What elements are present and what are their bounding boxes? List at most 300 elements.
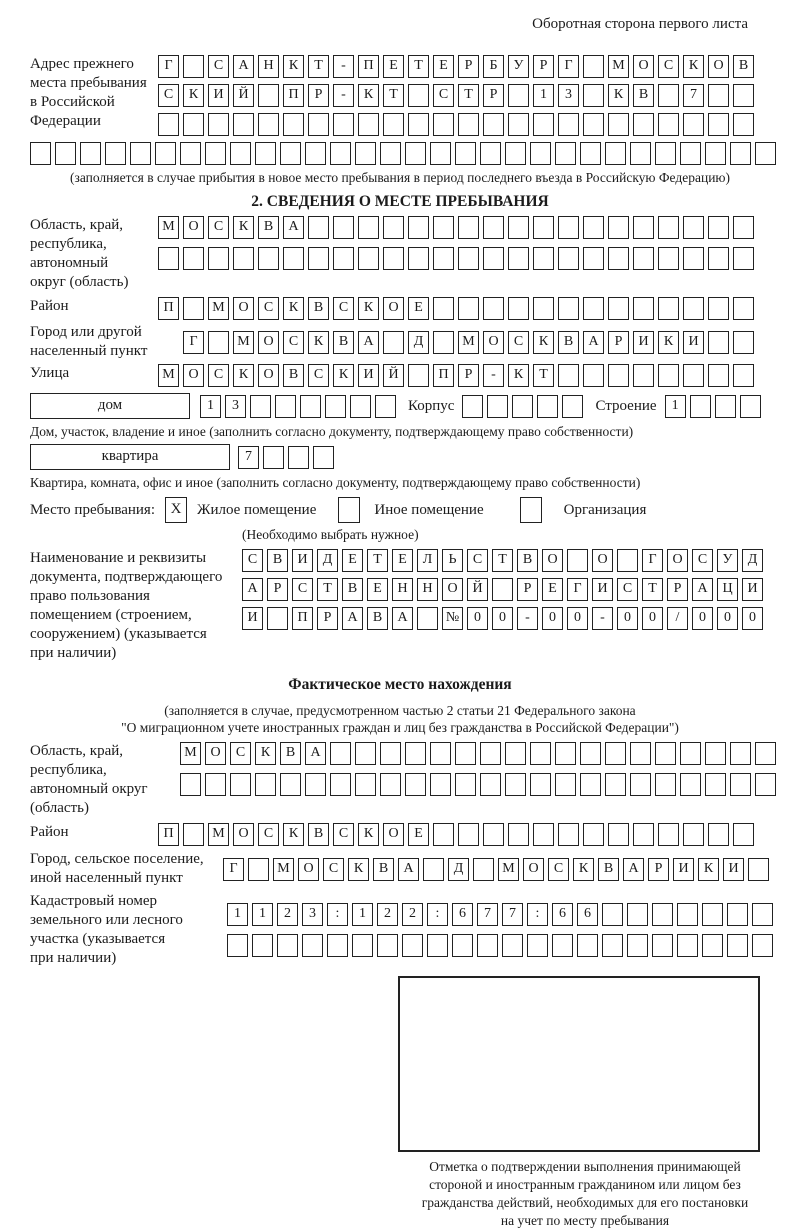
actual-location-note-2: "О миграционном учете иностранных граждан и лиц без гражданства в Российской Федерации") (121, 720, 679, 735)
char-box (155, 142, 176, 165)
label-line: автономный (30, 255, 109, 271)
char-box (733, 364, 754, 387)
char-box (408, 364, 429, 387)
char-box: Ь (442, 549, 463, 572)
label-line: Город или другой (30, 324, 142, 340)
char-box (577, 934, 598, 957)
char-box (300, 395, 321, 418)
char-box (727, 934, 748, 957)
char-box: М (458, 331, 479, 354)
char-box (708, 331, 729, 354)
char-box: № (442, 607, 463, 630)
char-box: С (467, 549, 488, 572)
char-box: 0 (492, 607, 513, 630)
char-box: О (523, 858, 544, 881)
char-box: О (205, 742, 226, 765)
actual-district-label: Район (30, 824, 69, 840)
option-label-inoe: Иное помещение (374, 501, 484, 518)
char-box (652, 934, 673, 957)
label-line: участка (указывается (30, 931, 166, 947)
char-box: 2 (402, 903, 423, 926)
char-box (473, 858, 494, 881)
char-box (330, 773, 351, 796)
char-box: Р (533, 55, 554, 78)
char-box (183, 55, 204, 78)
stamp-note-line: на учет по месту пребывания (500, 1213, 670, 1228)
char-box: С (508, 331, 529, 354)
char-box: У (717, 549, 738, 572)
char-box: Р (517, 578, 538, 601)
char-box (483, 216, 504, 239)
char-box (680, 742, 701, 765)
char-box (205, 142, 226, 165)
char-row (242, 607, 767, 630)
char-box: Е (342, 549, 363, 572)
char-box: В (280, 742, 301, 765)
char-box (358, 113, 379, 136)
char-box: С (333, 823, 354, 846)
house-type-box: дом (30, 393, 190, 419)
actual-city-label (30, 850, 223, 888)
page-side-note: Оборотная сторона первого листа (532, 16, 748, 32)
char-box (533, 216, 554, 239)
char-box: С (323, 858, 344, 881)
char-box: О (233, 823, 254, 846)
char-box (130, 142, 151, 165)
char-box: О (383, 297, 404, 320)
char-box: А (398, 858, 419, 881)
char-box (258, 113, 279, 136)
char-box (105, 142, 126, 165)
char-box (683, 297, 704, 320)
char-box (230, 142, 251, 165)
char-box (583, 84, 604, 107)
char-box: 1 (200, 395, 221, 418)
char-box: М (608, 55, 629, 78)
char-box: П (358, 55, 379, 78)
char-box (433, 113, 454, 136)
char-box (505, 773, 526, 796)
char-box (208, 331, 229, 354)
char-box (483, 823, 504, 846)
char-row (180, 742, 780, 765)
char-row (158, 364, 758, 387)
char-box: Й (233, 84, 254, 107)
char-box: И (292, 549, 313, 572)
char-box: 3 (302, 903, 323, 926)
region-label (30, 216, 158, 292)
char-box: Р (267, 578, 288, 601)
char-box (433, 297, 454, 320)
char-box (383, 247, 404, 270)
char-box (702, 934, 723, 957)
char-box: С (548, 858, 569, 881)
char-box (705, 742, 726, 765)
char-box (458, 297, 479, 320)
char-box: Е (383, 55, 404, 78)
char-box: О (258, 364, 279, 387)
char-box: С (283, 331, 304, 354)
char-box: А (623, 858, 644, 881)
char-box (658, 364, 679, 387)
char-box: О (258, 331, 279, 354)
char-box (280, 773, 301, 796)
char-box: О (592, 549, 613, 572)
document-boxes (242, 549, 767, 630)
char-box (305, 142, 326, 165)
char-box: Р (458, 55, 479, 78)
char-box: К (358, 297, 379, 320)
char-box (483, 247, 504, 270)
char-box: М (233, 331, 254, 354)
char-box: И (208, 84, 229, 107)
char-box: М (158, 364, 179, 387)
char-box: С (308, 364, 329, 387)
char-box: 0 (692, 607, 713, 630)
char-box: К (533, 331, 554, 354)
char-box (533, 247, 554, 270)
char-box (408, 247, 429, 270)
char-row (158, 113, 758, 136)
char-box (458, 216, 479, 239)
char-row (665, 395, 765, 418)
char-box: И (633, 331, 654, 354)
char-box: 1 (227, 903, 248, 926)
char-box (580, 742, 601, 765)
char-box: - (333, 55, 354, 78)
prev-address-overflow-row (30, 142, 770, 165)
char-box (537, 395, 558, 418)
char-box (505, 142, 526, 165)
char-box: В (558, 331, 579, 354)
char-box (530, 773, 551, 796)
char-row (242, 578, 767, 601)
char-box: В (283, 364, 304, 387)
char-box: В (342, 578, 363, 601)
char-box: О (542, 549, 563, 572)
char-box (748, 858, 769, 881)
actual-district-field (30, 823, 770, 846)
char-box (708, 364, 729, 387)
char-box (705, 142, 726, 165)
char-box (458, 113, 479, 136)
char-box: Й (467, 578, 488, 601)
label-line: Наименование и реквизиты (30, 550, 207, 566)
char-box: О (708, 55, 729, 78)
char-box: О (298, 858, 319, 881)
char-box: А (583, 331, 604, 354)
section2-title: 2. СВЕДЕНИЯ О МЕСТЕ ПРЕБЫВАНИЯ (251, 193, 549, 210)
char-box: 1 (533, 84, 554, 107)
char-box: 0 (567, 607, 588, 630)
char-box: М (180, 742, 201, 765)
label-line: при наличии) (30, 950, 117, 966)
char-box: 3 (558, 84, 579, 107)
char-box: П (433, 364, 454, 387)
char-box (308, 216, 329, 239)
char-box (508, 247, 529, 270)
char-box (533, 113, 554, 136)
char-box (630, 742, 651, 765)
char-box (492, 578, 513, 601)
label-line: автономный округ (30, 781, 148, 797)
label-line: при наличии) (30, 645, 117, 661)
char-box: О (183, 364, 204, 387)
char-box (680, 773, 701, 796)
char-box: Г (223, 858, 244, 881)
char-box (455, 142, 476, 165)
label-line: Область, край, (30, 217, 124, 233)
char-box: А (692, 578, 713, 601)
char-box (733, 216, 754, 239)
region-boxes (158, 216, 758, 270)
char-box: П (158, 297, 179, 320)
char-box: О (633, 55, 654, 78)
char-box (633, 216, 654, 239)
char-box: К (308, 331, 329, 354)
char-box (280, 142, 301, 165)
char-box: С (242, 549, 263, 572)
char-box (583, 297, 604, 320)
char-box (308, 247, 329, 270)
char-box (583, 364, 604, 387)
char-box (380, 742, 401, 765)
registration-stamp-area (398, 976, 760, 1152)
char-box: / (667, 607, 688, 630)
char-box (630, 773, 651, 796)
char-box (552, 934, 573, 957)
char-box: : (427, 903, 448, 926)
char-box: И (242, 607, 263, 630)
char-box (333, 247, 354, 270)
char-box: : (327, 903, 348, 926)
char-box (605, 142, 626, 165)
char-box: В (333, 331, 354, 354)
char-box (358, 216, 379, 239)
char-box (705, 773, 726, 796)
char-box (313, 446, 334, 469)
label-line: Кадастровый номер (30, 893, 157, 909)
char-box (250, 395, 271, 418)
stamp-note-line: Отметка о подтверждении выполнения принимающей (429, 1159, 741, 1174)
char-box: О (442, 578, 463, 601)
char-box (505, 742, 526, 765)
char-box: Т (492, 549, 513, 572)
char-box (690, 395, 711, 418)
char-box (733, 84, 754, 107)
char-box (555, 142, 576, 165)
char-box: К (283, 297, 304, 320)
char-box (455, 742, 476, 765)
char-box (330, 142, 351, 165)
char-box (755, 142, 776, 165)
char-box: С (292, 578, 313, 601)
checkbox-organizacia (520, 497, 542, 523)
char-box: Е (392, 549, 413, 572)
prev-address-label (30, 55, 158, 131)
char-box: 6 (452, 903, 473, 926)
char-box: 3 (225, 395, 246, 418)
char-box (583, 216, 604, 239)
region-field (30, 216, 770, 292)
char-box (333, 113, 354, 136)
char-box: Б (483, 55, 504, 78)
label-line: помещением (строением, (30, 607, 192, 623)
house-note: Дом, участок, владение и иное (заполнить согласно документу, подтверждающему право собственности) (30, 424, 634, 439)
char-box: П (158, 823, 179, 846)
char-box: С (617, 578, 638, 601)
char-row (158, 297, 758, 320)
char-box (677, 934, 698, 957)
char-box: 2 (377, 903, 398, 926)
char-box (258, 247, 279, 270)
char-box (180, 142, 201, 165)
char-box: М (498, 858, 519, 881)
char-box (708, 247, 729, 270)
char-box (683, 364, 704, 387)
char-box (330, 742, 351, 765)
char-box (308, 113, 329, 136)
char-box: К (608, 84, 629, 107)
char-box (527, 934, 548, 957)
char-box: Р (608, 331, 629, 354)
char-box (305, 773, 326, 796)
char-box: - (592, 607, 613, 630)
char-box (405, 773, 426, 796)
char-box: В (308, 823, 329, 846)
char-box: Е (433, 55, 454, 78)
char-box (680, 142, 701, 165)
char-box (733, 823, 754, 846)
char-box (208, 113, 229, 136)
char-box (183, 247, 204, 270)
apartment-row (30, 444, 770, 470)
char-box (430, 773, 451, 796)
char-box (452, 934, 473, 957)
label-line: право пользования (30, 588, 150, 604)
char-box (408, 216, 429, 239)
char-box (658, 84, 679, 107)
char-box: Д (408, 331, 429, 354)
char-box: В (598, 858, 619, 881)
char-box (427, 934, 448, 957)
char-box (558, 823, 579, 846)
char-box: 0 (467, 607, 488, 630)
char-box (333, 216, 354, 239)
char-box (633, 113, 654, 136)
char-box (558, 113, 579, 136)
district-label: Район (30, 298, 69, 314)
char-box (755, 742, 776, 765)
char-box: И (673, 858, 694, 881)
char-box (702, 903, 723, 926)
char-box: С (333, 297, 354, 320)
char-box (658, 113, 679, 136)
char-box (352, 934, 373, 957)
char-box: С (658, 55, 679, 78)
prev-address-field (30, 55, 770, 136)
char-box (383, 216, 404, 239)
char-box (433, 216, 454, 239)
char-box: Т (642, 578, 663, 601)
char-box (508, 113, 529, 136)
char-box (205, 773, 226, 796)
char-box: 7 (477, 903, 498, 926)
char-box: К (348, 858, 369, 881)
char-box: А (305, 742, 326, 765)
label-line: сооружением) (указывается (30, 626, 207, 642)
char-box (533, 823, 554, 846)
char-box: К (255, 742, 276, 765)
char-box (302, 934, 323, 957)
char-row (227, 934, 777, 957)
char-box (627, 934, 648, 957)
char-box: М (158, 216, 179, 239)
actual-region-boxes (180, 742, 780, 796)
char-box (608, 113, 629, 136)
char-box (683, 113, 704, 136)
char-box: И (723, 858, 744, 881)
char-box (408, 113, 429, 136)
char-box: А (242, 578, 263, 601)
char-box (727, 903, 748, 926)
actual-region-label (30, 742, 180, 818)
char-row (158, 247, 758, 270)
label-line: Область, край, (30, 743, 124, 759)
char-box (405, 142, 426, 165)
char-box: 0 (642, 607, 663, 630)
char-box (358, 247, 379, 270)
char-box (567, 549, 588, 572)
char-box: С (208, 55, 229, 78)
char-box: К (283, 823, 304, 846)
char-row (180, 773, 780, 796)
char-box (355, 773, 376, 796)
char-box (733, 247, 754, 270)
char-box (208, 247, 229, 270)
char-box (430, 142, 451, 165)
char-box: - (483, 364, 504, 387)
char-box (558, 216, 579, 239)
char-box (602, 903, 623, 926)
char-box: 7 (502, 903, 523, 926)
char-box: 0 (742, 607, 763, 630)
char-box: В (367, 607, 388, 630)
label-line: округ (область) (30, 274, 129, 290)
char-box: Г (642, 549, 663, 572)
char-box: Н (417, 578, 438, 601)
char-box (508, 823, 529, 846)
char-row (238, 446, 338, 469)
char-box: 1 (252, 903, 273, 926)
char-box: 0 (617, 607, 638, 630)
char-box: С (158, 84, 179, 107)
char-box (608, 364, 629, 387)
char-box (733, 331, 754, 354)
char-box (602, 934, 623, 957)
apartment-note: Квартира, комната, офис и иное (заполнить согласно документу, подтверждающему право собственности) (30, 475, 641, 490)
char-box: А (283, 216, 304, 239)
char-box (633, 823, 654, 846)
char-row (183, 331, 758, 354)
char-box (508, 297, 529, 320)
char-box (462, 395, 483, 418)
char-box (417, 607, 438, 630)
char-box (633, 247, 654, 270)
char-box: К (233, 364, 254, 387)
char-box (30, 142, 51, 165)
char-box (258, 84, 279, 107)
